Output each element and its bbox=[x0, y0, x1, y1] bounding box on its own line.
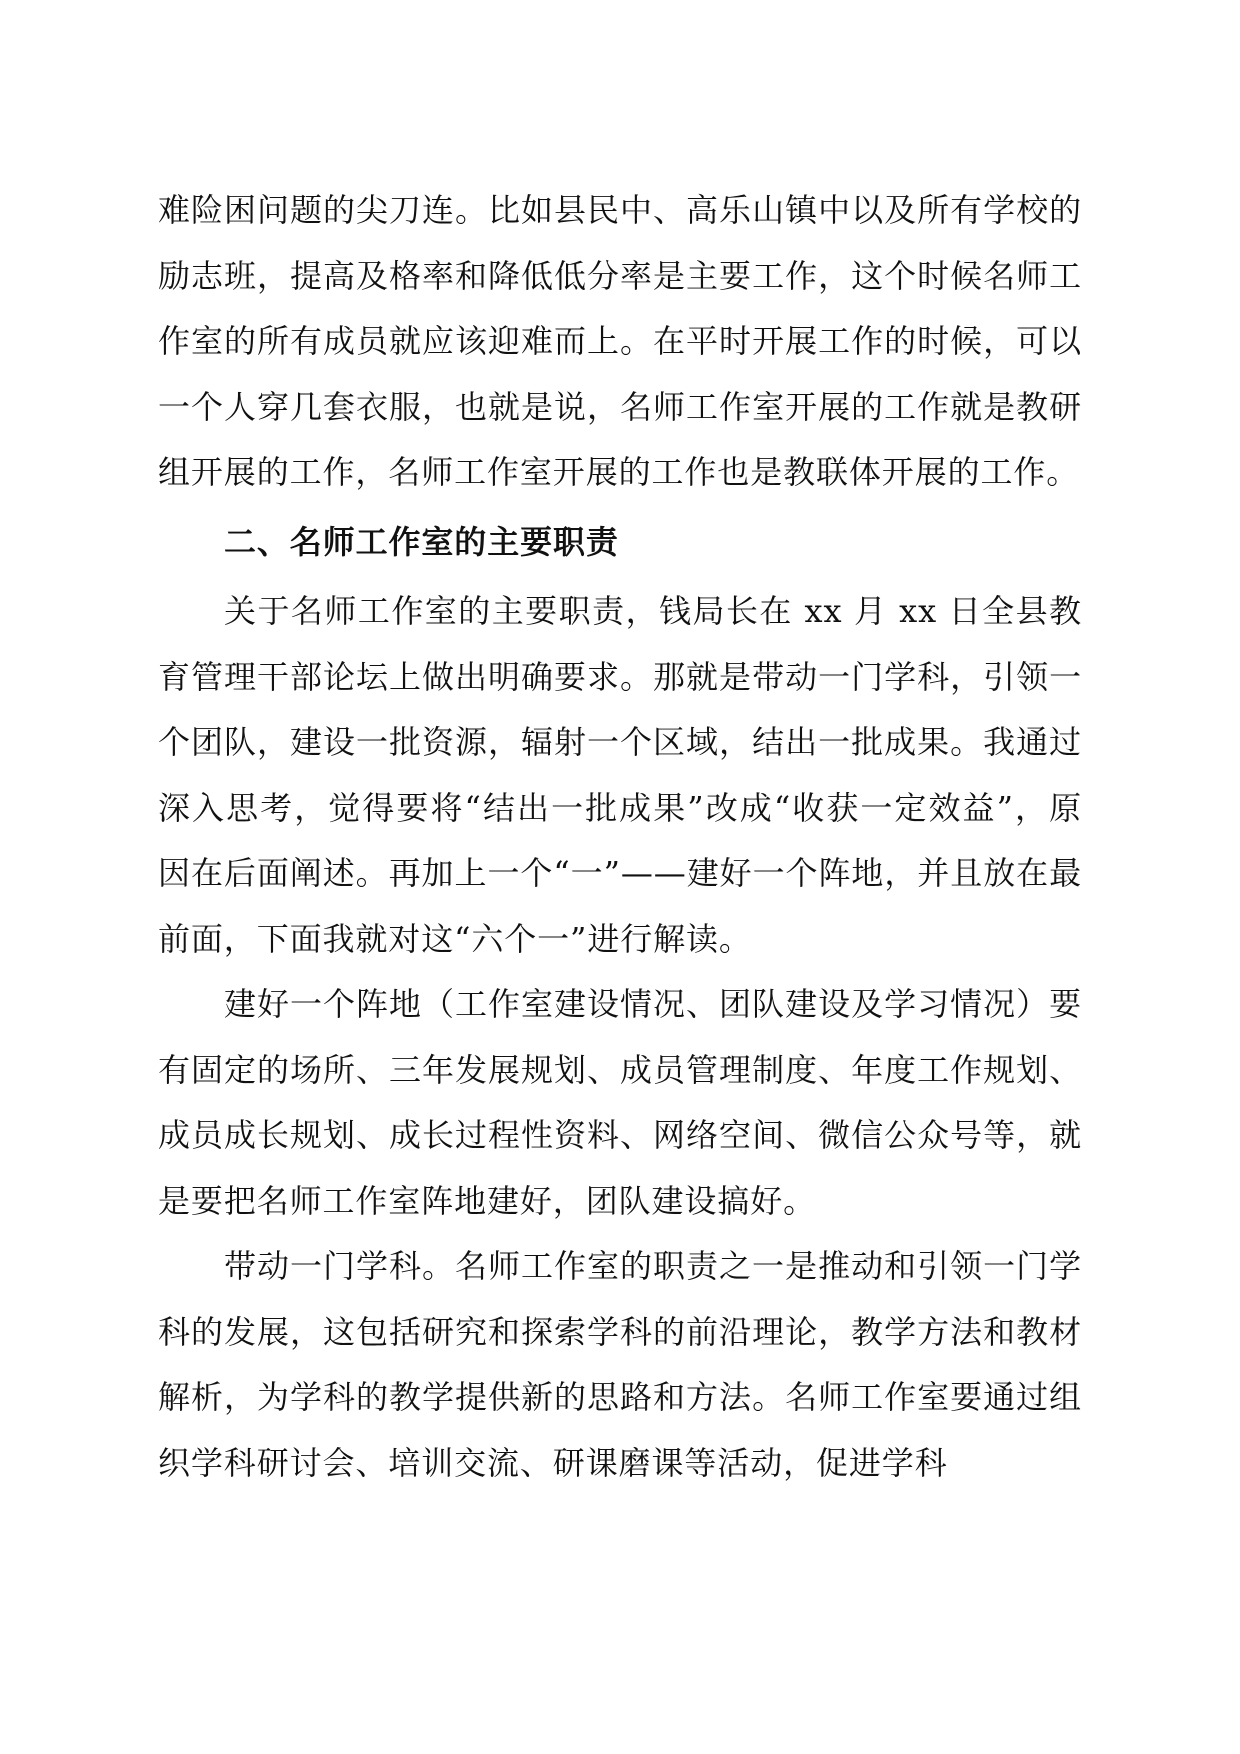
paragraph-continuation: 难险困问题的尖刀连。比如县民中、高乐山镇中以及所有学校的励志班，提高及格率和降低低分率是主要工作，这个时候名师工作室的所有成员就应该迎难而上。在平时开展工作的时候，可以一个人穿几套衣服，也就是说，名师工作室开展的工作就是教研组开展的工作，名师工作室开展的工作也是教联体开展的工作。 bbox=[158, 191, 1082, 491]
paragraph-build-base: 建好一个阵地（工作室建设情况、团队建设及学习情况）要有固定的场所、三年发展规划、成员管理制度、年度工作规划、成员成长规划、成长过程性资料、网络空间、微信公众号等，就是要把名师工作室阵地建好，团队建设搞好。 bbox=[158, 985, 1082, 1220]
document-body bbox=[158, 178, 1082, 1496]
section-heading: 二、名师工作室的主要职责 bbox=[224, 522, 619, 561]
paragraph-lead-subject: 带动一门学科。名师工作室的职责之一是推动和引领一门学科的发展，这包括研究和探索学科的前沿理论，教学方法和教材解析，为学科的教学提供新的思路和方法。名师工作室要通过组织学科研讨会、培训交流、研课磨课等活动，促进学科 bbox=[158, 1247, 1082, 1482]
paragraph-responsibilities: 关于名师工作室的主要职责，钱局长在 xx 月 xx 日全县教育管理干部论坛上做出明确要求。那就是带动一门学科，引领一个团队，建设一批资源，辐射一个区域，结出一批成果。我通过深入思考，觉得要将“结出一批成果”改成“收获一定效益”，原因在后面阐述。再加上一个“一”——建好一个阵地，并且放在最前面，下面我就对这“六个一”进行解读。 bbox=[158, 592, 1082, 958]
